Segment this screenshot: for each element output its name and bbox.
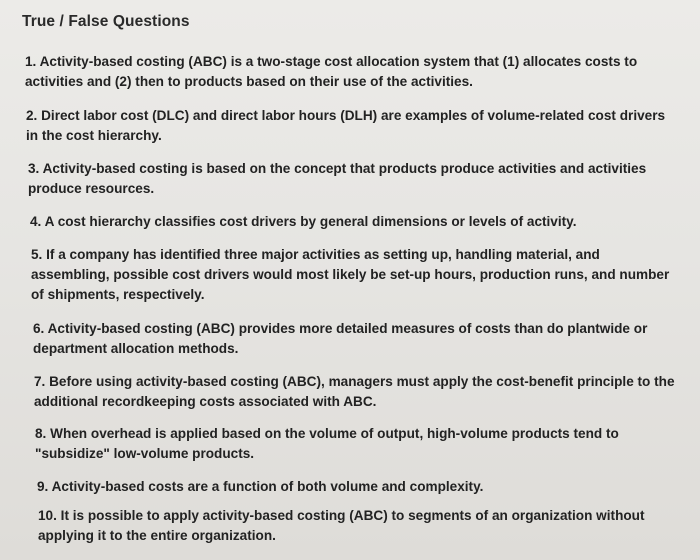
question-4: 4. A cost hierarchy classifies cost drivers by general dimensions or levels of activity. <box>30 214 577 229</box>
question-1: 1. Activity-based costing (ABC) is a two-stage cost allocation system that (1) allocates costs to activities and (2) then to products based on their use of the activities. <box>25 54 638 89</box>
question-5: 5. If a company has identified three major activities as setting up, handling material, and assembling, possible cost drivers would most likely be set-up hours, production runs, and number of shipments, respectively. <box>31 247 670 302</box>
question-9: 9. Activity-based costs are a function of both volume and complexity. <box>37 479 484 494</box>
page-title: True / False Questions <box>22 13 190 30</box>
question-8: 8. When overhead is applied based on the volume of output, high-volume products tend to "subsidize" low-volume products. <box>35 426 619 461</box>
question-2: 2. Direct labor cost (DLC) and direct labor hours (DLH) are examples of volume-related cost drivers in the cost hierarchy. <box>26 108 666 143</box>
question-3: 3. Activity-based costing is based on the concept that products produce activities and activities produce resources. <box>28 161 647 196</box>
question-6: 6. Activity-based costing (ABC) provides more detailed measures of costs than do plantwide or department allocation methods. <box>33 321 648 356</box>
question-7: 7. Before using activity-based costing (ABC), managers must apply the cost-benefit principle to the additional recordkeeping costs associated with ABC. <box>34 374 675 409</box>
question-10: 10. It is possible to apply activity-based costing (ABC) to segments of an organization without applying it to the entire organization. <box>38 508 645 543</box>
